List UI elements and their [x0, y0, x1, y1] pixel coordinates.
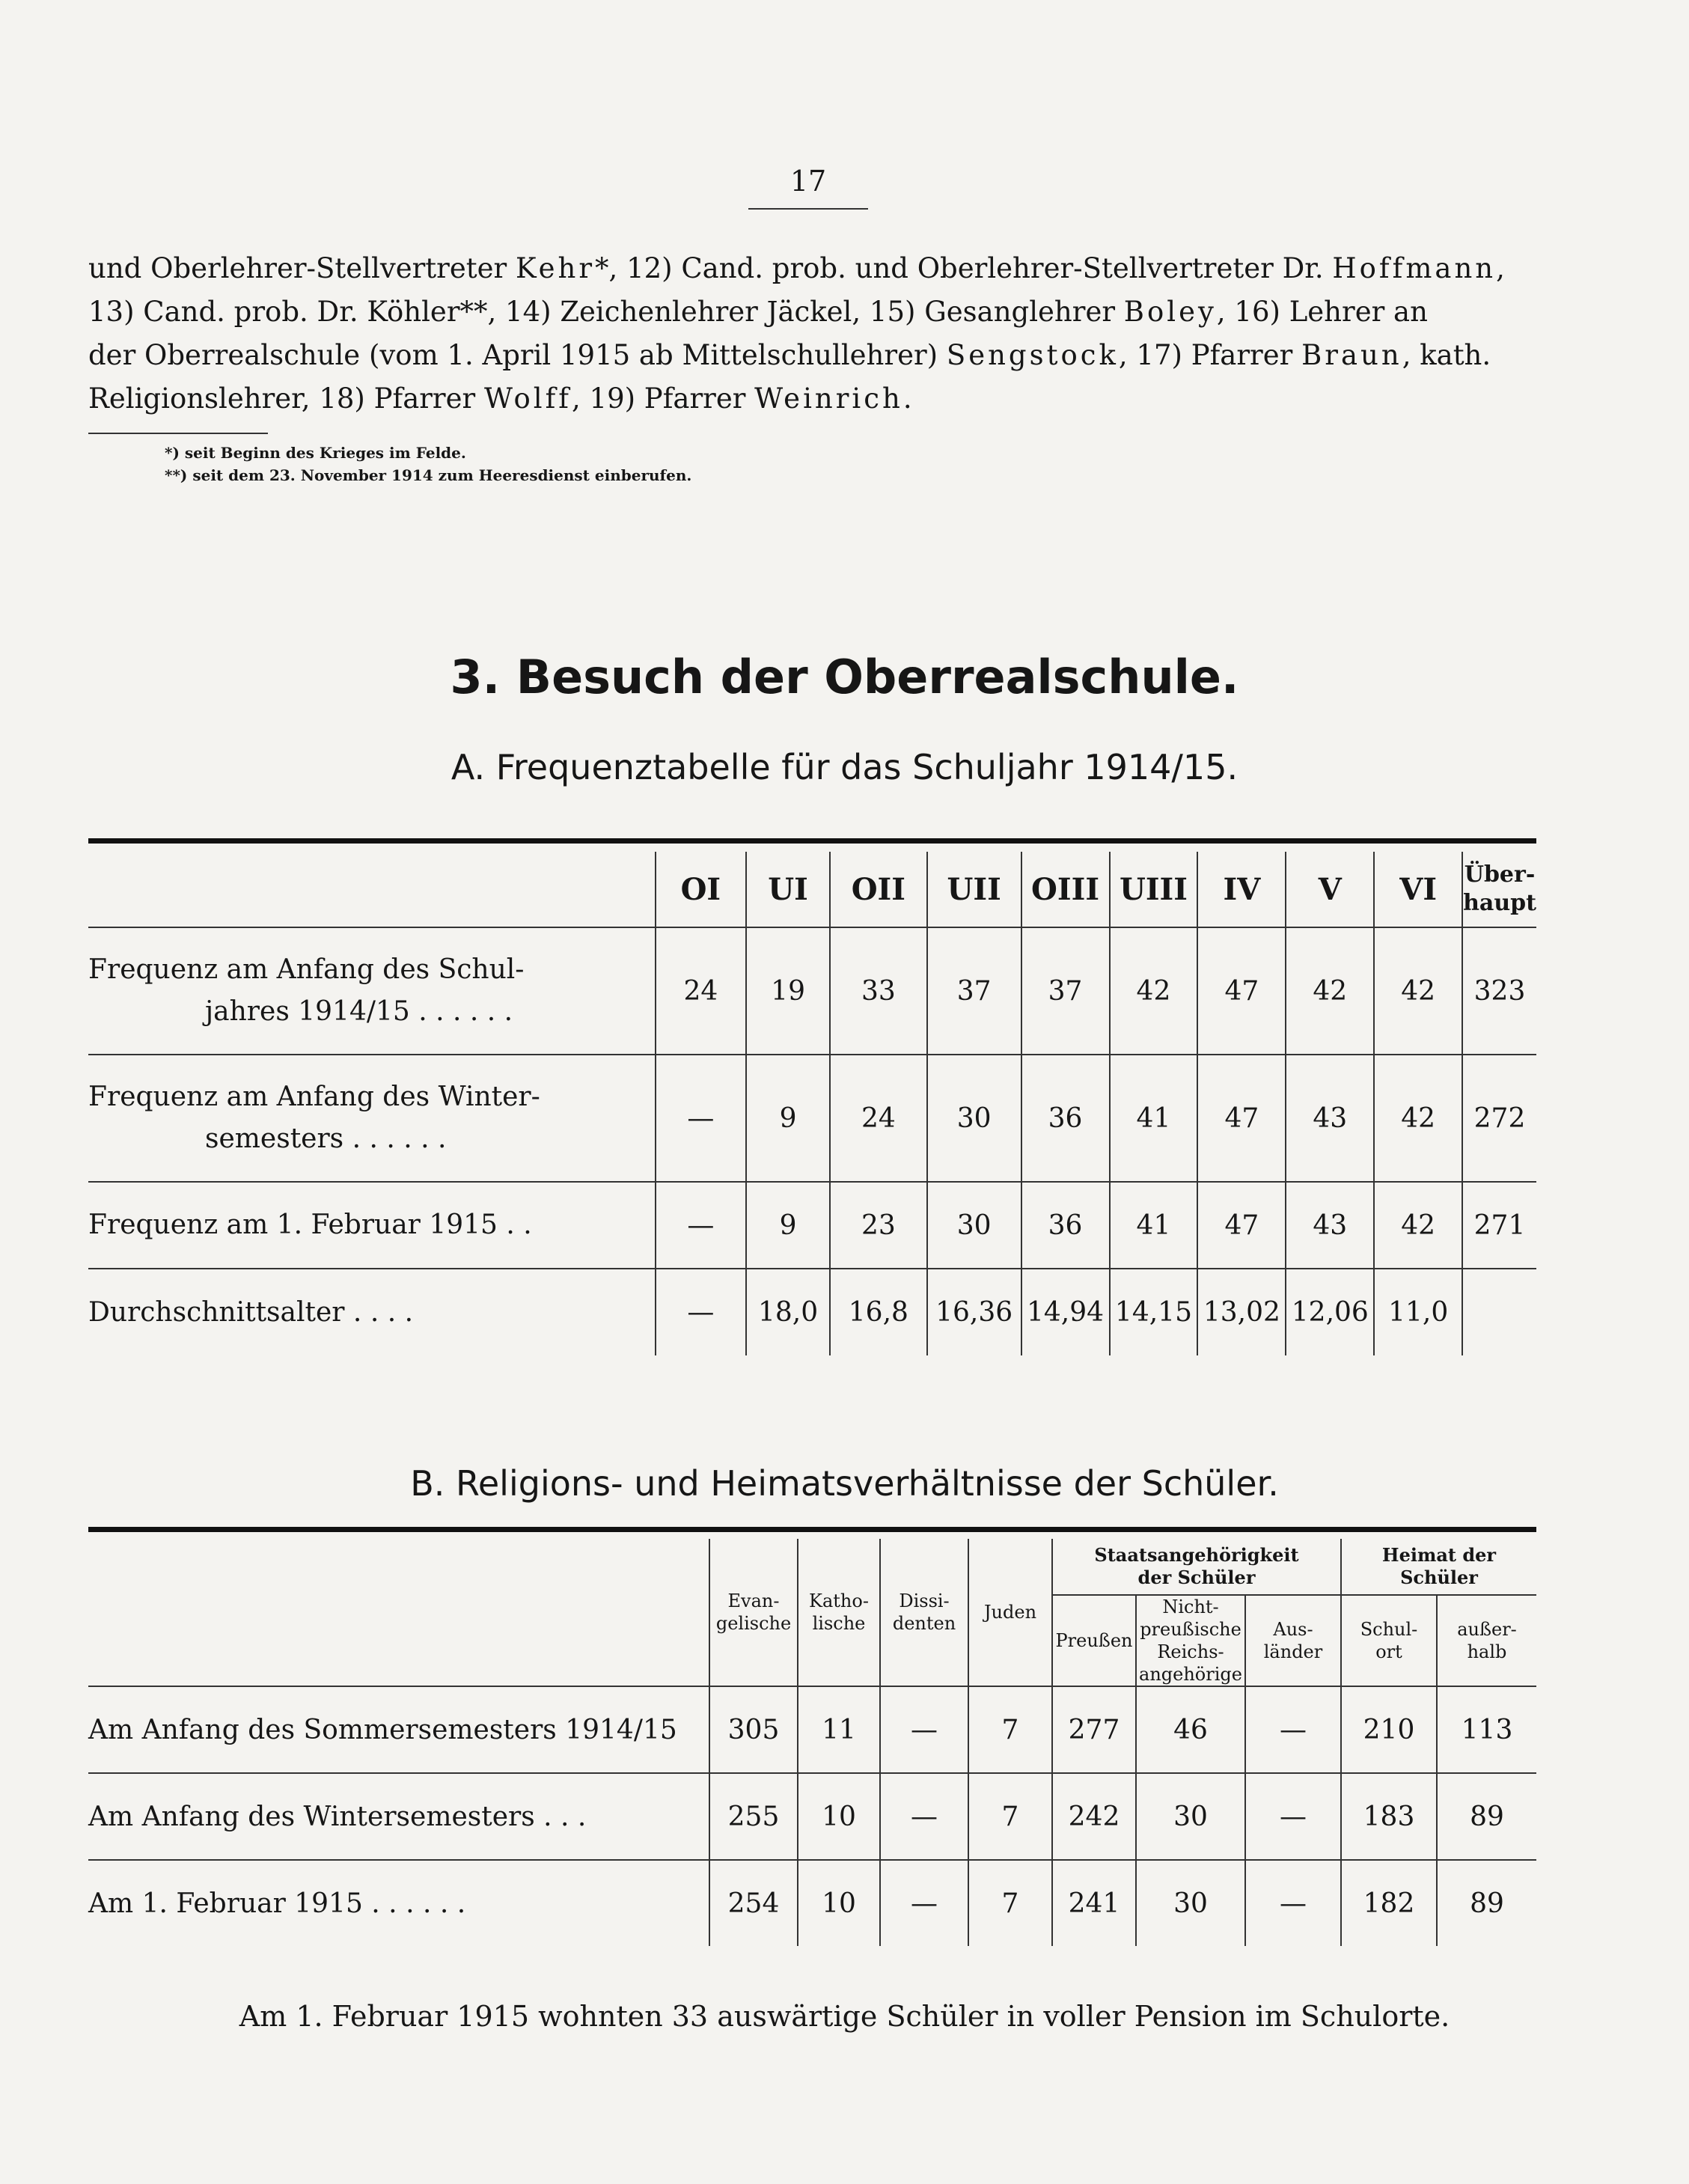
- table-cell: 18,0: [746, 1269, 830, 1355]
- column-header-juden: Juden: [968, 1539, 1052, 1686]
- column-header-dissidenten: Dissi- denten: [880, 1539, 968, 1686]
- row-label: Am 1. Februar 1915 . . . . . .: [88, 1888, 466, 1919]
- table-cell: 89: [1437, 1860, 1536, 1946]
- table-cell: 43: [1286, 1182, 1374, 1269]
- table-cell: 12,06: [1286, 1269, 1374, 1355]
- table-cell: 33: [830, 927, 927, 1055]
- table-cell: 14,94: [1021, 1269, 1110, 1355]
- row-label: Frequenz am 1. Februar 1915 . .: [88, 1182, 656, 1269]
- table-cell: 47: [1197, 1182, 1286, 1269]
- table-cell: —: [656, 1055, 747, 1182]
- table-cell: 46: [1136, 1686, 1245, 1773]
- table-cell: 242: [1052, 1773, 1136, 1860]
- table-cell: 182: [1341, 1860, 1437, 1946]
- column-header-auslaender: Aus- länder: [1245, 1595, 1341, 1686]
- table-b-corner: [88, 1539, 709, 1686]
- table-a-top-rule: [88, 838, 1536, 844]
- table-row: [88, 1860, 1536, 1946]
- table-cell: 42: [1286, 927, 1374, 1055]
- table-cell: 24: [830, 1055, 927, 1182]
- table-cell: 7: [968, 1860, 1052, 1946]
- table-cell: 113: [1437, 1686, 1536, 1773]
- table-cell: —: [1245, 1773, 1341, 1860]
- footnote-rule: [88, 433, 268, 434]
- page-number: 17: [789, 165, 827, 198]
- table-cell: 30: [927, 1055, 1021, 1182]
- table-cell: 183: [1341, 1773, 1437, 1860]
- table-cell: 23: [830, 1182, 927, 1269]
- table-cell: 42: [1374, 1055, 1462, 1182]
- table-cell: 19: [746, 927, 830, 1055]
- column-group-heimat: Heimat der Schüler: [1341, 1539, 1536, 1595]
- religion-home-table: [88, 1539, 1536, 1946]
- column-header: UI: [746, 852, 830, 927]
- table-cell: —: [880, 1773, 968, 1860]
- table-cell: 11: [798, 1686, 880, 1773]
- section-title: 3. Besuch der Oberrealschule.: [450, 650, 1239, 704]
- column-header: OIII: [1021, 852, 1110, 927]
- intro-line-4: Religionslehrer, 18) Pfarrer Wolff, 19) Pfarrer Weinrich.: [88, 382, 912, 415]
- table-cell: 241: [1052, 1860, 1136, 1946]
- table-cell: 9: [746, 1055, 830, 1182]
- table-cell: 16,36: [927, 1269, 1021, 1355]
- table-cell: 13,02: [1197, 1269, 1286, 1355]
- table-cell: —: [656, 1269, 747, 1355]
- table-cell: 323: [1462, 927, 1536, 1055]
- table-cell: 41: [1110, 1182, 1198, 1269]
- table-cell: 16,8: [830, 1269, 927, 1355]
- row-label: Durchschnittsalter . . . .: [88, 1296, 414, 1328]
- column-header-total: Über- haupt: [1462, 852, 1536, 927]
- table-row: [88, 1182, 1536, 1269]
- page-number-rule: [748, 208, 868, 210]
- closing-sentence: Am 1. Februar 1915 wohnten 33 auswärtige Schüler in voller Pension im Schulorte.: [239, 2000, 1450, 2033]
- table-cell: 254: [709, 1860, 798, 1946]
- table-cell: —: [880, 1860, 968, 1946]
- table-cell: 11,0: [1374, 1269, 1462, 1355]
- column-header: UIII: [1110, 852, 1198, 927]
- footnote-2: **) seit dem 23. November 1914 zum Heeresdienst einberufen.: [165, 466, 692, 484]
- table-cell: 36: [1021, 1182, 1110, 1269]
- column-header-evangelische: Evan- gelische: [709, 1539, 798, 1686]
- table-cell: 271: [1462, 1182, 1536, 1269]
- column-header: V: [1286, 852, 1374, 927]
- intro-line-1: und Oberlehrer-Stellvertreter Kehr*, 12) Cand. prob. und Oberlehrer-Stellvertreter Dr. Hoffmann,: [88, 252, 1508, 284]
- table-a-header-row: [88, 852, 1536, 927]
- intro-line-3: der Oberrealschule (vom 1. April 1915 ab Mittelschullehrer) Sengstock, 17) Pfarrer Braun, kath.: [88, 339, 1491, 371]
- table-cell: 7: [968, 1773, 1052, 1860]
- table-cell: 30: [1136, 1860, 1245, 1946]
- column-group-staatsangehoerigkeit: Staatsangehörigkeit der Schüler: [1052, 1539, 1341, 1595]
- table-cell: 10: [798, 1773, 880, 1860]
- row-label: Frequenz am Anfang des Schul- jahres 1914/15 . . . . . .: [88, 927, 656, 1055]
- footnote-1: *) seit Beginn des Krieges im Felde.: [165, 444, 466, 462]
- table-cell: 305: [709, 1686, 798, 1773]
- table-row: [88, 927, 1536, 1055]
- table-cell: 37: [1021, 927, 1110, 1055]
- column-header-preussen: Preußen: [1052, 1595, 1136, 1686]
- table-a-title: A. Frequenztabelle für das Schuljahr 1914/15.: [450, 747, 1239, 787]
- table-cell: [1462, 1269, 1536, 1355]
- column-header-ausserhalb: außer- halb: [1437, 1595, 1536, 1686]
- table-cell: 47: [1197, 1055, 1286, 1182]
- table-row: [88, 1773, 1536, 1860]
- table-cell: 255: [709, 1773, 798, 1860]
- table-row: [88, 1269, 1536, 1355]
- column-header: IV: [1197, 852, 1286, 927]
- intro-paragraph: [88, 247, 1525, 421]
- column-header: UII: [927, 852, 1021, 927]
- table-cell: 30: [1136, 1773, 1245, 1860]
- table-cell: —: [656, 1182, 747, 1269]
- table-cell: 9: [746, 1182, 830, 1269]
- table-row: [88, 1055, 1536, 1182]
- table-cell: 42: [1110, 927, 1198, 1055]
- table-cell: —: [1245, 1686, 1341, 1773]
- table-cell: 10: [798, 1860, 880, 1946]
- table-cell: 30: [927, 1182, 1021, 1269]
- table-cell: —: [880, 1686, 968, 1773]
- column-header-katholische: Katho- lische: [798, 1539, 880, 1686]
- table-cell: 36: [1021, 1055, 1110, 1182]
- column-header: VI: [1374, 852, 1462, 927]
- table-b-top-rule: [88, 1527, 1536, 1532]
- table-cell: 272: [1462, 1055, 1536, 1182]
- footnotes: [165, 442, 913, 486]
- table-cell: 210: [1341, 1686, 1437, 1773]
- column-header-schulort: Schul- ort: [1341, 1595, 1437, 1686]
- table-cell: 42: [1374, 927, 1462, 1055]
- table-cell: 89: [1437, 1773, 1536, 1860]
- table-cell: —: [1245, 1860, 1341, 1946]
- row-label: Am Anfang des Sommersemesters 1914/15: [88, 1686, 709, 1773]
- table-cell: 24: [656, 927, 747, 1055]
- table-b-header-row-1: [88, 1539, 1536, 1595]
- table-cell: 43: [1286, 1055, 1374, 1182]
- table-cell: 47: [1197, 927, 1286, 1055]
- column-header: OII: [830, 852, 927, 927]
- table-cell: 37: [927, 927, 1021, 1055]
- intro-line-2: 13) Cand. prob. Dr. Köhler**, 14) Zeichenlehrer Jäckel, 15) Gesanglehrer Boley, 16) Lehrer an: [88, 296, 1428, 328]
- column-header-nicht-preussische: Nicht- preußische Reichs- angehörige: [1136, 1595, 1245, 1686]
- table-row: [88, 1686, 1536, 1773]
- table-cell: 277: [1052, 1686, 1136, 1773]
- table-cell: 42: [1374, 1182, 1462, 1269]
- column-header: OI: [656, 852, 747, 927]
- table-cell: 7: [968, 1686, 1052, 1773]
- row-label: Am Anfang des Wintersemesters . . .: [88, 1773, 709, 1860]
- table-cell: 41: [1110, 1055, 1198, 1182]
- table-b-title: B. Religions- und Heimatsverhältnisse der Schüler.: [410, 1463, 1279, 1504]
- row-label: Frequenz am Anfang des Winter- semesters . . . . . .: [88, 1055, 656, 1182]
- table-a-corner: [88, 852, 656, 927]
- table-cell: 14,15: [1110, 1269, 1198, 1355]
- frequency-table: [88, 852, 1536, 1355]
